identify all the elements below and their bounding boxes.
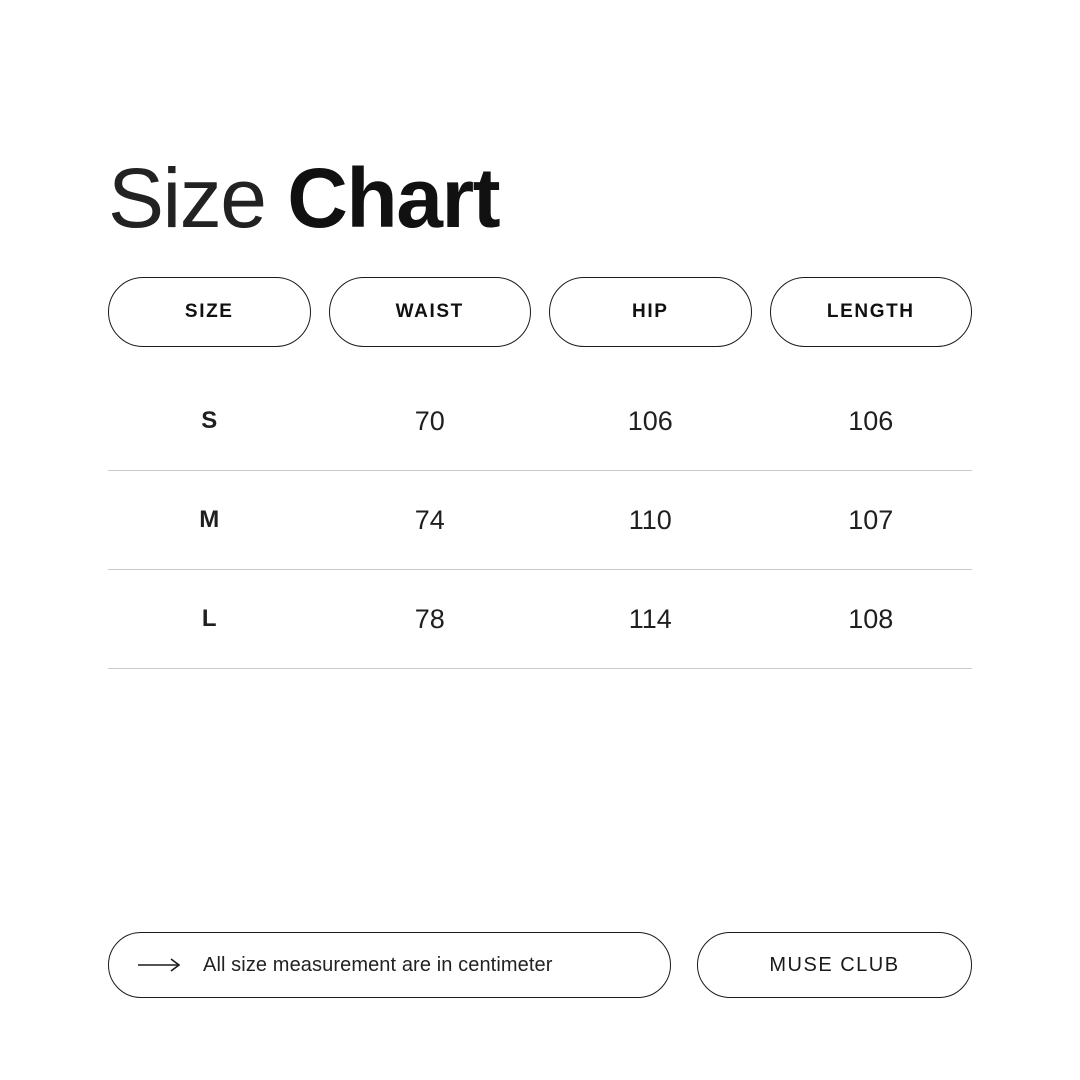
brand-pill bbox=[697, 932, 972, 998]
cell-waist: 78 bbox=[414, 603, 445, 634]
column-header-waist: WAIST bbox=[329, 277, 532, 347]
table-header-row bbox=[108, 277, 972, 347]
measurement-note-text: All size measurement are in centimeter bbox=[203, 953, 553, 976]
page-title-part-two: Chart bbox=[287, 151, 500, 246]
cell-waist: 70 bbox=[414, 405, 445, 436]
table-row bbox=[108, 471, 972, 570]
cell-size: S bbox=[201, 407, 218, 434]
cell-length: 108 bbox=[848, 603, 894, 634]
page-title bbox=[108, 151, 500, 246]
page-title-part-one: Size bbox=[108, 151, 288, 246]
cell-hip: 114 bbox=[628, 603, 672, 634]
cell-hip: 110 bbox=[628, 504, 672, 535]
cell-waist: 74 bbox=[414, 504, 445, 535]
cell-hip: 106 bbox=[627, 405, 673, 436]
footer bbox=[108, 932, 972, 998]
brand-name: MUSE CLUB bbox=[769, 953, 900, 976]
cell-length: 106 bbox=[848, 405, 894, 436]
arrow-right-icon bbox=[137, 957, 183, 973]
column-header-length: LENGTH bbox=[770, 277, 973, 347]
measurement-note-pill bbox=[108, 932, 671, 998]
column-header-hip: HIP bbox=[549, 277, 752, 347]
size-chart-table bbox=[108, 277, 972, 669]
cell-size: M bbox=[199, 506, 220, 533]
table-row bbox=[108, 372, 972, 471]
table-row bbox=[108, 570, 972, 669]
cell-length: 107 bbox=[848, 504, 894, 535]
column-header-size: SIZE bbox=[108, 277, 311, 347]
cell-size: L bbox=[201, 605, 217, 632]
